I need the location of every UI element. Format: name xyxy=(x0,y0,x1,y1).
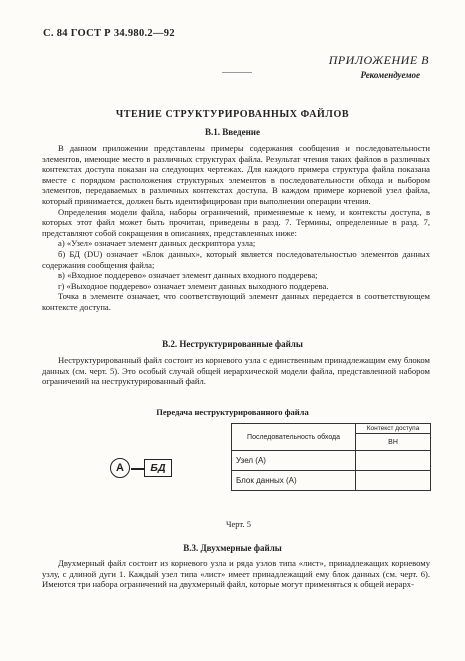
figure-caption: Черт. 5 xyxy=(226,519,252,529)
section3-text xyxy=(42,558,430,590)
main-title: ЧТЕНИЕ СТРУКТУРИРОВАННЫХ ФАЙЛОВ xyxy=(115,109,350,120)
intro-paragraph: Точка в элементе означает, что соответствующий элемент данных передается в соответствующем контексте доступа. xyxy=(42,291,430,312)
section2-paragraph: Неструктурированный файл состоит из корневого узла с единственным принадлежащим ему блоком данных (см. черт. 5). Это особый случай общей иерархической модели файла, представленной набором ограничений на неструктурированный файл. xyxy=(42,355,430,387)
intro-paragraph: В данном приложении представлены примеры содержания сообщения и последовательности элементов, имеющие место в различных структурах файла. Результат чтения таких файлов в различных контекстах доступа показан на следующих чертежах. Для каждого примера структура файла показана вместе с порядком расположения структурных элементов в последовательности обхода и выбором элементов, передаваемых в различных контекстах доступа. В каждом примере корневой узел файла, который принимается, должен быть идентифицирован при выполнении операции чтения. xyxy=(42,143,430,206)
table-row-node: Узел (А) xyxy=(232,451,356,471)
data-block-box: БД xyxy=(144,459,172,477)
table-header-traversal: Последовательность обхода xyxy=(232,424,356,451)
definition-item: г) «Выходное поддерево» означает элемент данных выходного поддерева. xyxy=(58,280,329,291)
table-cell-empty xyxy=(356,471,431,491)
section2-text xyxy=(42,355,430,387)
section-title-2d: В.3. Двухмерные файлы xyxy=(183,543,282,553)
definition-item: б) БД (DU) означает «Блок данных», который является последовательностью элементов данных содержания сообщения файла; xyxy=(42,248,430,270)
root-node-circle: А xyxy=(110,458,130,478)
page-header: С. 84 ГОСТ Р 34.980.2—92 xyxy=(43,28,175,39)
appendix-subtitle: Рекомендуемое xyxy=(360,70,420,80)
section-title-unstructured: В.2. Неструктурированные файлы xyxy=(162,339,303,349)
section3-paragraph: Двухмерный файл состоит из корневого узла и ряда узлов типа «лист», принадлежащих корневому узлу, с длиной дуги 1. Каждый узел типа «лист» имеет принадлежащий ему блок данных (см. черт. 6). Имеются три набора ограничений на двухмерный файл, которые могут применяться к общей иерарх- xyxy=(42,558,430,590)
table-header-access: Контекст доступа xyxy=(356,424,431,434)
table-title: Передача неструктурированного файла xyxy=(156,407,309,417)
definition-item: в) «Входное поддерево» означает элемент данных входного поддерева; xyxy=(58,270,318,281)
intro-paragraph: Определения модели файла, наборы ограничений, применяемые к нему, и контексты доступа, в которых этот файл может быть прочитан, приведены в разд. 7. Термины, определенные в разд. 7, представляют собой сокращения в описаниях, представленных ниже: xyxy=(42,206,430,238)
intro-text xyxy=(42,143,430,313)
traversal-table xyxy=(231,423,431,491)
appendix-title: ПРИЛОЖЕНИЕ В xyxy=(328,53,429,67)
scan-mark xyxy=(222,72,252,73)
table-row-data-block: Блок данных (А) xyxy=(232,471,356,491)
diagram-connector xyxy=(131,468,144,470)
table-cell-empty xyxy=(356,451,431,471)
section-title-intro: В.1. Введение xyxy=(205,127,260,137)
definition-item: а) «Узел» означает элемент данных дескриптора узла; xyxy=(58,238,256,249)
table-header-access-vn: ВН xyxy=(356,434,431,451)
